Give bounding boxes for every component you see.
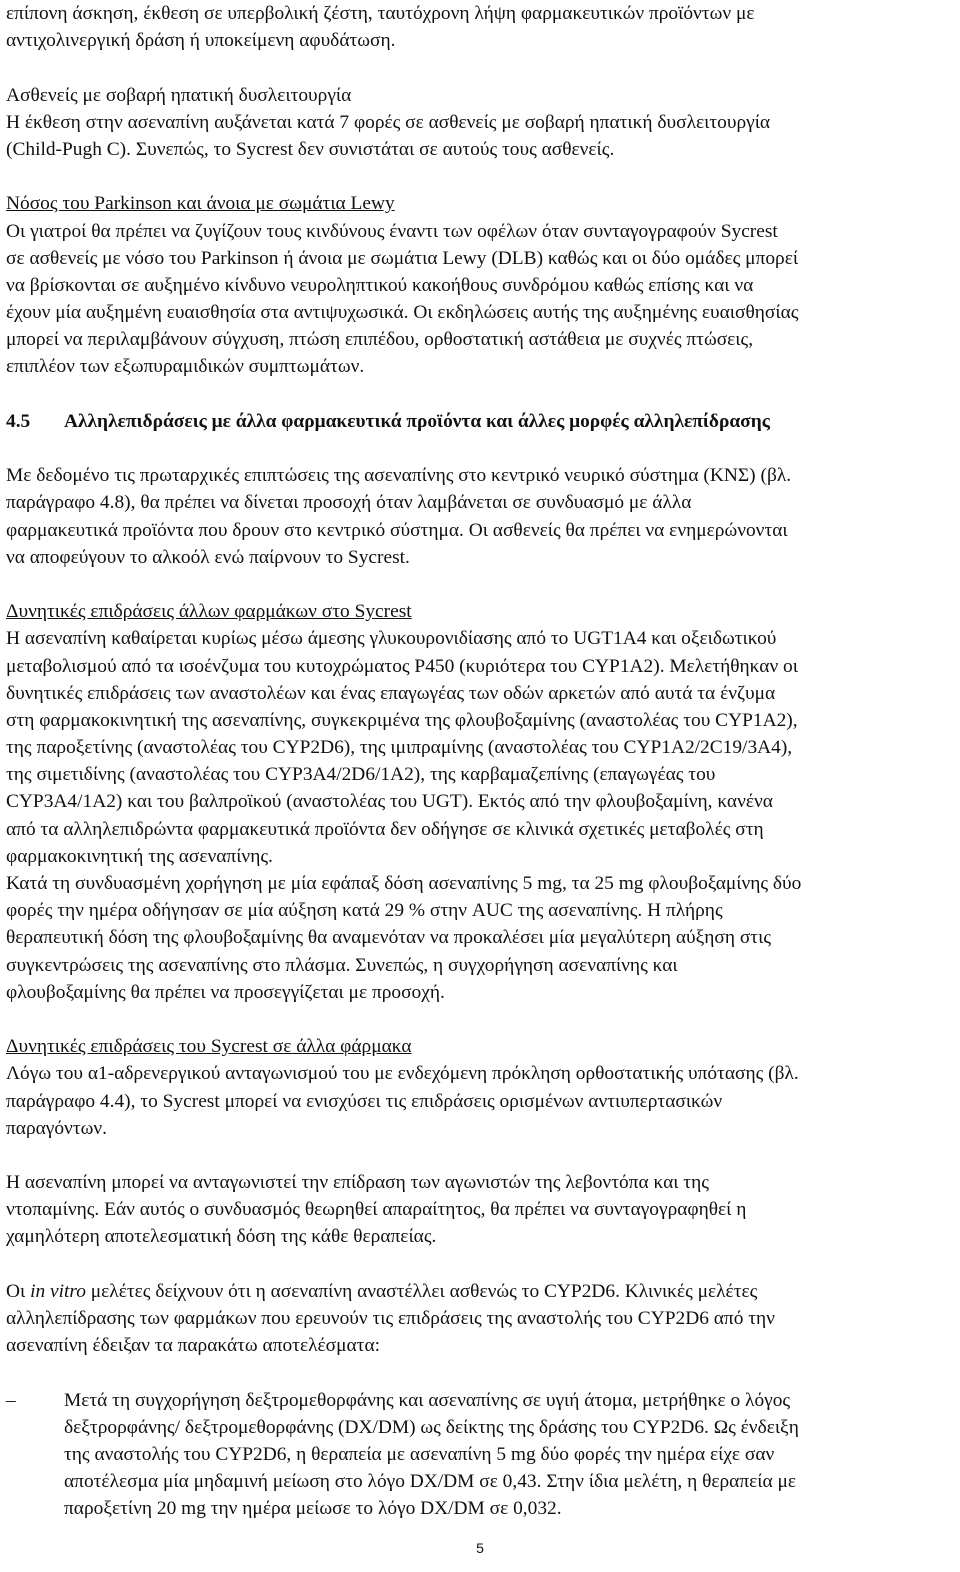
bullet-dash: – [6,1389,16,1411]
section-intro-paragraph [6,462,956,571]
text-line: ασεναπίνη έδειξαν τα παρακάτω αποτελέσματα: [6,1335,380,1357]
text-line: φαρμακοκινητική της ασεναπίνης. [6,845,273,867]
text-line: συγκεντρώσεις της ασεναπίνης στο πλάσμα. Συνεπώς, η συγχορήγηση ασεναπίνης και [6,954,678,976]
text-line: της αναστολής του CYP2D6, η θεραπεία με ασεναπίνη 5 mg δύο φορές την ημέρα είχε σαν [64,1443,775,1465]
invitro-italic: in vitro [30,1280,86,1302]
text-line: Με δεδομένο τις πρωταρχικές επιπτώσεις της ασεναπίνης στο κεντρικό νευρικό σύστημα (ΚΝΣ) (βλ. [6,465,792,487]
text-line: (Child-Pugh C). Συνεπώς, το Sycrest δεν συνιστάται σε αυτούς τους ασθενείς. [6,138,615,160]
section-title: Αλληλεπιδράσεις με άλλα φαρμακευτικά προϊόντα και άλλες μορφές αλληλεπίδρασης [64,410,770,432]
text-line: μεταβολισμού από τα ισοένζυμα του κυτοχρώματος P450 (κυριότερα του CYP1A2). Μελετήθηκαν οι [6,655,798,677]
text-line: θεραπευτική δόση της φλουβοξαμίνης θα αναμενόταν να προκαλέσει μία μεγαλύτερη αύξηση στις [6,927,771,949]
text-line: της σιμετιδίνης (αναστολέας του CYP3A4/2D6/1A2), της καρβαμαζεπίνης (επαγωγέας του [6,764,716,786]
text-line: στη φαρμακοκινητική της ασεναπίνης, συγκεκριμένα της φλουβοξαμίνης (αναστολέας του CYP1A2), [6,709,798,731]
parkinson-section [6,190,956,380]
invitro-prefix: Οι [6,1280,31,1302]
text-line: από τα αλληλεπιδρώντα φαρμακευτικά προϊόντα δεν οδήγησε σε κλινικά σχετικές μεταβολές στη [6,818,764,840]
text-line: δεξτρορφάνης/ δεξτρομεθορφάνης (DX/DM) ως δείκτης της δράσης του CYP2D6. Ως ένδειξη [64,1416,799,1438]
text-line: μπορεί να περιλαμβάνουν σύγχυση, πτώση επιπέδου, ορθοστατική αστάθεια με συχνές πτώσεις, [6,329,754,351]
text-line: Οι γιατροί θα πρέπει να ζυγίζουν τους κινδύνους έναντι των οφέλων όταν συνταγογραφούν Sycrest [6,220,778,242]
text-line: Κατά τη συνδυασμένη χορήγηση με μία εφάπαξ δόση ασεναπίνης 5 mg, τα 25 mg φλουβοξαμίνης δύο [6,873,802,894]
text-line: δυνητικές επιδράσεις των αναστολέων και ένας επαγωγέας των οδών αρκετών από αυτά τα ένζυμα [6,682,776,704]
text-line: επιπλέον των εξωπυραμιδικών συμπτωμάτων. [6,356,365,378]
sycrest-on-others-section [6,1033,956,1359]
intro-paragraph [6,0,956,54]
text-line: φαρμακευτικά προϊόντα που δρουν στο κεντρικό σύστημα. Οι ασθενείς θα πρέπει να ενημερώνονται [6,519,788,541]
text-line: να βρίσκονται σε αυξημένο κίνδυνο νευροληπτικού κακοήθους συνδρόμου καθώς επίσης και να [6,274,754,296]
text-line: παροξετίνη 20 mg την ημέρα μείωσε το λόγο DX/DM σε 0,032. [64,1498,562,1520]
invitro-rest: μελέτες δείχνουν ότι η ασεναπίνη αναστέλλει ασθενώς το CYP2D6. Κλινικές μελέτες [85,1280,758,1302]
text-line: φλουβοξαμίνης θα πρέπει να προσεγγίζεται με προσοχή. [6,981,445,1003]
hepatic-title: Ασθενείς με σοβαρή ηπατική δυσλειτουργία [6,84,352,106]
document-page [6,0,956,1523]
text-line: να αποφεύγουν το αλκοόλ ενώ παίρνουν το Sycrest. [6,546,410,568]
section-heading [6,408,956,435]
text-line: αντιχολινεργική δράση ή υποκείμενη αφυδάτωση. [6,30,396,52]
parkinson-title: Νόσος του Parkinson και άνοια με σωμάτια Lewy [6,193,395,215]
text-line: Η ασεναπίνη μπορεί να ανταγωνιστεί την επίδραση των αγωνιστών της λεβοντόπα και της [6,1172,709,1194]
section-number: 4.5 [6,410,31,432]
text-line: σε ασθενείς με νόσο του Parkinson ή άνοια με σωμάτια Lewy (DLB) καθώς και οι δύο ομάδες μπορεί [6,247,799,269]
text-line: παράγραφο 4.8), θα πρέπει να δίνεται προσοχή όταν λαμβάνεται σε συνδυασμό με άλλα [6,492,692,514]
text-line: Λόγω του α1-αδρενεργικού ανταγωνισμού του με ενδεχόμενη πρόκληση ορθοστατικής υπότασης (βλ. [6,1063,799,1085]
text-line: CYP3A4/1A2) και του βαλπροϊκού (αναστολέας του UGT). Εκτός από την φλουβοξαμίνη, κανένα [6,791,773,813]
sycrest-on-others-title: Δυνητικές επιδράσεις του Sycrest σε άλλα φάρμακα [6,1036,412,1058]
text-line: αποτέλεσμα μία μηδαμινή μείωση στο λόγο DX/DM σε 0,43. Στην ίδια μελέτη, η θεραπεία με [64,1471,797,1493]
text-line: Μετά τη συγχορήγηση δεξτρομεθορφάνης και ασεναπίνης σε υγιή άτομα, μετρήθηκε ο λόγος [64,1389,791,1411]
text-line: χαμηλότερη αποτελεσματική δόση της κάθε θεραπείας. [6,1226,437,1248]
text-line: έχουν μία αυξημένη ευαισθησία στα αντιψυχωσικά. Οι εκδηλώσεις αυτής της αυξημένης ευαισθησίας [6,302,799,324]
text-line: ντοπαμίνης. Εάν αυτός ο συνδυασμός θεωρηθεί απαραίτητος, θα πρέπει να συνταγογραφηθεί η [6,1199,747,1221]
bullet-list [6,1387,956,1523]
hepatic-section [6,82,956,164]
text-line: Η έκθεση στην ασεναπίνη αυξάνεται κατά 7 φορές σε ασθενείς με σοβαρή ηπατική δυσλειτουργία [6,111,771,133]
text-line: φορές την ημέρα οδήγησαν σε μία αύξηση κατά 29 % στην AUC της ασεναπίνης. Η πλήρης [6,900,723,922]
text-line: παραγόντων. [6,1117,107,1139]
invitro-line [6,1278,956,1305]
page-number: 5 [476,1540,484,1556]
others-on-sycrest-section [6,598,956,1006]
text-line: επίπονη άσκηση, έκθεση σε υπερβολική ζέστη, ταυτόχρονη λήψη φαρμακευτικών προϊόντων με [6,3,755,24]
text-line: αλληλεπίδρασης των φαρμάκων που ερευνούν τις επιδράσεις της αναστολής του CYP2D6 από την [6,1308,775,1329]
text-line: της παροξετίνης (αναστολέας του CYP2D6), της ιμιπραμίνης (αναστολέας του CYP1A2/2C19/3A4), [6,737,793,759]
list-item [6,1387,956,1523]
text-line: Η ασεναπίνη καθαίρεται κυρίως μέσω άμεσης γλυκουρονιδίασης από το UGT1A4 και οξειδωτικού [6,628,777,650]
others-on-sycrest-title: Δυνητικές επιδράσεις άλλων φαρμάκων στο Sycrest [6,601,412,623]
text-line: παράγραφο 4.4), το Sycrest μπορεί να ενισχύσει τις επιδράσεις ορισμένων αντιυπερτασικών [6,1090,723,1112]
